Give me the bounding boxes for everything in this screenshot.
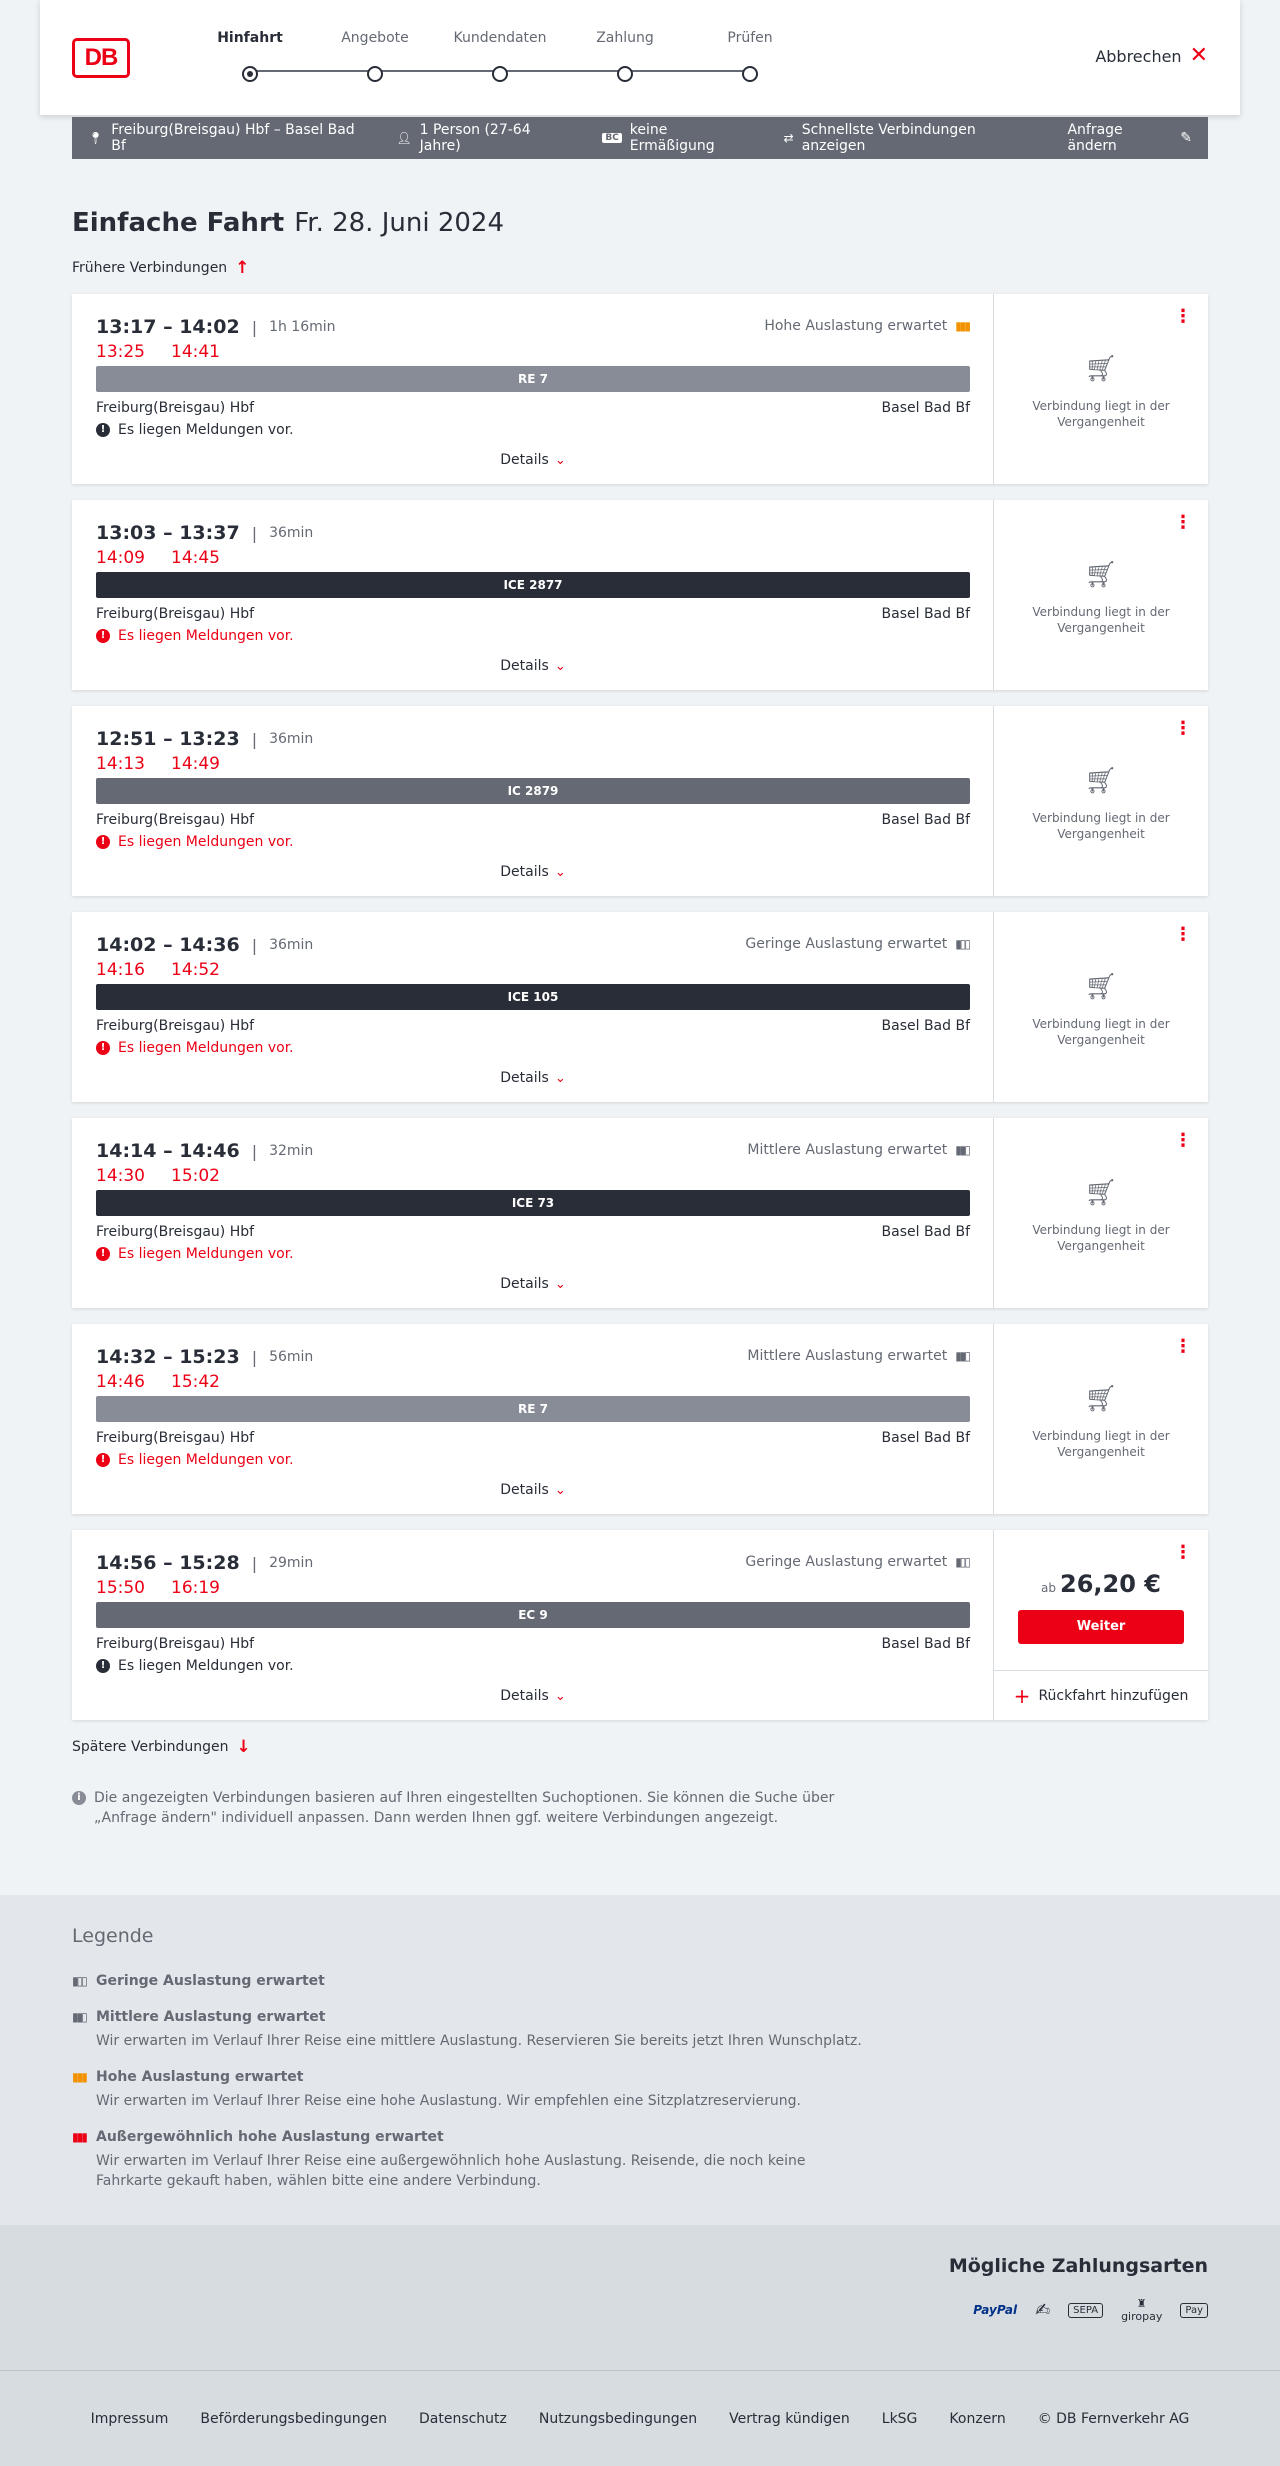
legend-item-high [72,2069,872,2111]
past-connection-text: Verbindung liegt in der Vergangenheit [1032,1223,1170,1253]
page-title [72,208,504,238]
realtime-departure: 13:25 [96,342,145,362]
details-label: Details [500,864,549,880]
separator: | [251,1347,258,1367]
arrow-up-icon: ↑ [235,258,250,278]
more-options-icon[interactable]: ⋮ [1174,1130,1192,1151]
realtime-times [96,548,246,568]
realtime-arrival: 15:42 [171,1372,220,1392]
connection-card[interactable] [72,706,1208,896]
legend-title: Legende [72,1925,154,1947]
realtime-times [96,1166,246,1186]
legend-item-medium [72,2009,872,2051]
offer-panel [994,1118,1208,1308]
footer [0,2370,1280,2466]
giropay-icon: ♜ giropay [1121,2297,1163,2323]
schedule-times [96,1552,313,1574]
connection-card[interactable] [72,1324,1208,1514]
connection-info [72,706,994,896]
realtime-departure: 15:50 [96,1578,145,1598]
apple-pay-icon [1180,2303,1208,2318]
past-connection-text: Verbindung liegt in der Vergangenheit [1032,811,1170,841]
payment-methods [0,2225,1280,2370]
messages-text: Es liegen Meldungen vor. [118,1658,294,1674]
duration: 29min [269,1555,314,1571]
bahncard-icon: BC [602,133,621,143]
separator: | [251,1141,258,1161]
pencil-icon: ✎ [1180,130,1192,146]
price [994,1570,1208,1598]
stations [96,1636,970,1652]
messages-notice [96,628,294,644]
realtime-arrival: 16:19 [171,1578,220,1598]
occupancy-icon: ▮▮▮ [955,319,969,333]
persons-summary [396,122,570,154]
messages-notice [96,422,294,438]
step-label: Angebote [341,30,409,46]
giropay-label: giropay [1121,2310,1163,2323]
alert-icon: ! [96,1041,110,1055]
connection-card[interactable] [72,500,1208,690]
separator: | [251,317,258,337]
duration: 36min [269,525,314,541]
price-value: 26,20 € [1060,1570,1161,1598]
duration: 56min [269,1349,314,1365]
realtime-departure: 14:09 [96,548,145,568]
separator: | [251,1553,258,1573]
chevron-down-icon: ⌄ [554,453,566,468]
footer-link-impressum[interactable]: Impressum [90,2410,169,2427]
footer-link-datenschutz[interactable]: Datenschutz [418,2410,507,2427]
train-bar[interactable]: RE 7 [96,366,970,392]
duration: 32min [269,1143,314,1159]
connection-info [72,500,994,690]
legend-item-desc: Wir erwarten im Verlauf Ihrer Reise eine mittlere Auslastung. Reservieren Sie bereits jetzt Ihren Wunschplatz. [96,2033,862,2049]
stations [96,1430,970,1446]
legend-item-exceptional [72,2129,872,2191]
footer-link-vertrag-kuendigen[interactable]: Vertrag kündigen [729,2410,850,2427]
duration: 36min [269,937,314,953]
earlier-label: Frühere Verbindungen [72,260,228,276]
destination-station: Basel Bad Bf [881,400,970,416]
chevron-down-icon: ⌄ [554,659,566,674]
later-connections-link[interactable] [72,1737,251,1757]
details-label: Details [500,658,549,674]
credit-card-icon: ✍ [1035,2299,1051,2321]
legend-item-title: Außergewöhnlich hohe Auslastung erwartet [96,2129,444,2145]
header [40,0,1240,115]
discount-text: keine Ermäßigung [629,122,715,154]
step-pruefen[interactable] [695,30,805,82]
schedule-times [96,1140,313,1162]
chevron-down-icon: ⌄ [554,1689,566,1704]
change-request-label: Anfrage ändern [1067,122,1123,154]
connection-card[interactable] [72,912,1208,1102]
realtime-arrival: 14:45 [171,548,220,568]
add-return-button[interactable] [994,1670,1208,1720]
fastest-summary [784,122,1036,154]
chevron-down-icon: ⌄ [554,1071,566,1086]
schedule-times [96,522,313,544]
details-label: Details [500,1276,549,1292]
legend [0,1895,1280,2225]
messages-text: Es liegen Meldungen vor. [118,628,294,644]
alert-icon: ! [96,1247,110,1261]
details-toggle[interactable] [72,1482,994,1498]
destination-station: Basel Bad Bf [881,812,970,828]
sepa-icon: SEPA [1068,2303,1103,2318]
footer-link-befoerderungsbedingungen[interactable]: Beförderungsbedingungen [200,2410,387,2427]
more-options-icon[interactable]: ⋮ [1174,718,1192,739]
stations [96,1224,970,1240]
origin-station: Freiburg(Breisgau) Hbf [96,812,255,828]
trip-date: Fr. 28. Juni 2024 [294,208,504,238]
destination-station: Basel Bad Bf [881,606,970,622]
offer-panel [994,912,1208,1102]
cancel-button[interactable] [1095,43,1208,68]
legend-item-title: Geringe Auslastung erwartet [96,1973,325,1989]
price-prefix: ab [1041,1581,1056,1595]
step-dot [742,66,758,82]
info-text: Die angezeigten Verbindungen basieren auf Ihren eingestellten Suchoptionen. Sie können die Suche über „Anfrage ändern" individuell anpassen. Dann werden Ihnen ggf. weitere Verbindungen angezeigt. [94,1790,835,1826]
step-label: Hinfahrt [217,30,283,46]
alert-icon: ! [96,423,110,437]
location-pin-icon: 📍︎ [88,131,104,145]
load-medium-icon: ▮▮▯ [72,2010,86,2024]
footer-link-lksg[interactable]: LkSG [881,2410,918,2427]
connection-info [72,1530,994,1720]
occupancy-icon: ▮▯▯ [955,1555,969,1569]
more-options-icon[interactable]: ⋮ [1174,306,1192,327]
stations [96,400,970,416]
realtime-departure: 14:16 [96,960,145,980]
close-icon: ✕ [1189,43,1208,68]
messages-notice [96,1452,294,1468]
connection-info [72,1324,994,1514]
paypal-icon: PayPal [973,2303,1018,2317]
swap-arrows-icon: ⇄ [783,131,794,145]
arrow-down-icon: ↓ [236,1737,251,1757]
cart-unavailable-icon: 🛒︎ [1084,560,1118,590]
separator: | [251,523,258,543]
connection-info [72,912,994,1102]
origin-station: Freiburg(Breisgau) Hbf [96,1224,255,1240]
connection-info [72,1118,994,1308]
messages-notice [96,1658,294,1674]
search-summary-bar [72,117,1208,159]
alert-icon: ! [96,629,110,643]
messages-text: Es liegen Meldungen vor. [118,834,294,850]
route-summary [88,122,364,154]
later-label: Spätere Verbindungen [72,1739,229,1755]
legend-item-title: Mittlere Auslastung erwartet [96,2009,326,2025]
train-bar[interactable]: ICE 2877 [96,572,970,598]
legend-item-desc: Wir erwarten im Verlauf Ihrer Reise eine hohe Auslastung. Wir empfehlen eine Sitzplatzreservierung. [96,2093,801,2109]
planned-times: 14:56 – 15:28 [96,1552,240,1574]
realtime-arrival: 14:49 [171,754,220,774]
persons-text: 1 Person (27-64 Jahre) [419,122,531,154]
load-exceptional-icon: ▮▮▮ [72,2130,86,2144]
planned-times: 13:17 – 14:02 [96,316,240,338]
destination-station: Basel Bad Bf [881,1018,970,1034]
chevron-down-icon: ⌄ [554,1483,566,1498]
connection-card[interactable] [72,294,1208,484]
step-dot [367,66,383,82]
load-text: Geringe Auslastung erwartet [745,936,948,952]
info-note [72,1788,852,1828]
details-toggle[interactable] [72,1688,994,1704]
realtime-departure: 14:46 [96,1372,145,1392]
more-options-icon[interactable]: ⋮ [1174,512,1192,533]
db-logo[interactable]: DB [72,38,130,78]
plus-icon: + [1013,1683,1031,1708]
occupancy-icon: ▮▮▯ [955,1143,969,1157]
origin-station: Freiburg(Breisgau) Hbf [96,1636,255,1652]
origin-station: Freiburg(Breisgau) Hbf [96,400,255,416]
separator: | [251,729,258,749]
cancel-label: Abbrechen [1095,46,1182,66]
earlier-connections-link[interactable] [72,258,249,278]
stations [96,1018,970,1034]
load-indicator [764,318,969,334]
cart-unavailable-icon: 🛒︎ [1084,1384,1118,1414]
messages-text: Es liegen Meldungen vor. [118,422,294,438]
alert-icon: ! [96,1453,110,1467]
add-return-label: Rückfahrt hinzufügen [1038,1687,1189,1704]
load-text: Hohe Auslastung erwartet [764,318,948,334]
realtime-arrival: 14:41 [171,342,220,362]
connection-card[interactable] [72,1118,1208,1308]
progress-steps [210,30,773,90]
separator: | [251,935,258,955]
messages-text: Es liegen Meldungen vor. [118,1452,294,1468]
train-bar[interactable]: EC 9 [96,1602,970,1628]
realtime-arrival: 14:52 [171,960,220,980]
load-high-icon: ▮▮▮ [72,2070,86,2084]
step-zahlung[interactable] [570,30,680,82]
realtime-departure: 14:30 [96,1166,145,1186]
realtime-departure: 14:13 [96,754,145,774]
offer-panel [994,1324,1208,1514]
cart-unavailable-icon: 🛒︎ [1084,766,1118,796]
weiter-button[interactable]: Weiter [1018,1610,1184,1644]
chevron-down-icon: ⌄ [554,1277,566,1292]
planned-times: 12:51 – 13:23 [96,728,240,750]
discount-summary [602,122,751,154]
step-label: Zahlung [596,30,654,46]
connection-card[interactable] [72,1530,1208,1720]
offer-panel [994,706,1208,896]
step-kundendaten[interactable] [445,30,555,82]
step-angebote[interactable] [320,30,430,82]
step-label: Kundendaten [453,30,547,46]
details-label: Details [500,452,549,468]
stations [96,606,970,622]
planned-times: 14:32 – 15:23 [96,1346,240,1368]
change-request-button[interactable] [1067,122,1192,154]
more-options-icon[interactable]: ⋮ [1174,924,1192,945]
more-options-icon[interactable]: ⋮ [1174,1542,1192,1563]
trip-type: Einfache Fahrt [72,208,285,238]
past-connection-text: Verbindung liegt in der Vergangenheit [1032,1429,1170,1459]
legend-item-title: Hohe Auslastung erwartet [96,2069,304,2085]
train-bar[interactable]: IC 2879 [96,778,970,804]
realtime-times [96,1372,246,1392]
past-connection-text: Verbindung liegt in der Vergangenheit [1032,605,1170,635]
step-dot [617,66,633,82]
load-text: Mittlere Auslastung erwartet [747,1348,948,1364]
load-indicator [745,1554,969,1570]
step-label: Prüfen [727,30,773,46]
train-bar[interactable]: ICE 105 [96,984,970,1010]
fastest-text: Schnellste Verbindungen anzeigen [801,122,976,154]
footer-link-konzern[interactable]: Konzern [949,2410,1006,2427]
cart-unavailable-icon: 🛒︎ [1084,354,1118,384]
planned-times: 14:14 – 14:46 [96,1140,240,1162]
duration: 1h 16min [269,319,336,335]
details-toggle[interactable] [72,452,994,468]
schedule-times [96,316,336,338]
destination-station: Basel Bad Bf [881,1636,970,1652]
payment-title: Mögliche Zahlungsarten [948,2255,1208,2277]
load-indicator [747,1142,969,1158]
legend-item-desc: Wir erwarten im Verlauf Ihrer Reise eine außergewöhnlich hohe Auslastung. Reisende, die noch keine Fahrkarte gekauft haben, wählen bitte eine andere Verbindung. [96,2153,806,2189]
alert-icon: ! [96,1659,110,1673]
messages-notice [96,1040,294,1056]
details-toggle[interactable] [72,1070,994,1086]
offer-panel [994,294,1208,484]
chevron-down-icon: ⌄ [554,865,566,880]
footer-link-nutzungsbedingungen[interactable]: Nutzungsbedingungen [538,2410,698,2427]
messages-text: Es liegen Meldungen vor. [118,1246,294,1262]
apple-pay-label: Pay [1185,2304,1203,2316]
payment-icons [973,2297,1208,2323]
messages-notice [96,834,294,850]
person-icon: 👤︎ [396,131,412,145]
past-connection-text: Verbindung liegt in der Vergangenheit [1032,1017,1170,1047]
stations [96,812,970,828]
realtime-times [96,1578,246,1598]
messages-text: Es liegen Meldungen vor. [118,1040,294,1056]
planned-times: 14:02 – 14:36 [96,934,240,956]
realtime-times [96,754,246,774]
details-toggle[interactable] [72,1276,994,1292]
cart-unavailable-icon: 🛒︎ [1084,1178,1118,1208]
realtime-times [96,960,246,980]
realtime-arrival: 15:02 [171,1166,220,1186]
details-label: Details [500,1482,549,1498]
step-dot [492,66,508,82]
origin-station: Freiburg(Breisgau) Hbf [96,606,255,622]
details-toggle[interactable] [72,864,994,880]
origin-station: Freiburg(Breisgau) Hbf [96,1430,255,1446]
alert-icon: ! [96,835,110,849]
origin-station: Freiburg(Breisgau) Hbf [96,1018,255,1034]
load-text: Mittlere Auslastung erwartet [747,1142,948,1158]
offer-panel [994,500,1208,690]
destination-station: Basel Bad Bf [881,1224,970,1240]
planned-times: 13:03 – 13:37 [96,522,240,544]
train-bar[interactable]: RE 7 [96,1396,970,1422]
load-low-icon: ▮▯▯ [72,1974,86,1988]
destination-station: Basel Bad Bf [881,1430,970,1446]
occupancy-icon: ▮▮▯ [955,1349,969,1363]
schedule-times [96,728,313,750]
footer-copyright: © DB Fernverkehr AG [1037,2410,1190,2427]
step-dot [242,66,258,82]
load-indicator [747,1348,969,1364]
details-toggle[interactable] [72,658,994,674]
occupancy-icon: ▮▯▯ [955,937,969,951]
load-indicator [745,936,969,952]
route-text: Freiburg(Breisgau) Hbf – Basel Bad Bf [111,122,355,154]
more-options-icon[interactable]: ⋮ [1174,1336,1192,1357]
legend-item-low [72,1973,872,1989]
realtime-times [96,342,246,362]
details-label: Details [500,1688,549,1704]
info-icon: i [72,1791,86,1805]
connection-info [72,294,994,484]
schedule-times [96,934,313,956]
offer-panel [994,1530,1208,1720]
duration: 36min [269,731,314,747]
load-text: Geringe Auslastung erwartet [745,1554,948,1570]
cart-unavailable-icon: 🛒︎ [1084,972,1118,1002]
train-bar[interactable]: ICE 73 [96,1190,970,1216]
schedule-times [96,1346,313,1368]
details-label: Details [500,1070,549,1086]
messages-notice [96,1246,294,1262]
past-connection-text: Verbindung liegt in der Vergangenheit [1032,399,1170,429]
step-hinfahrt[interactable] [195,30,305,82]
